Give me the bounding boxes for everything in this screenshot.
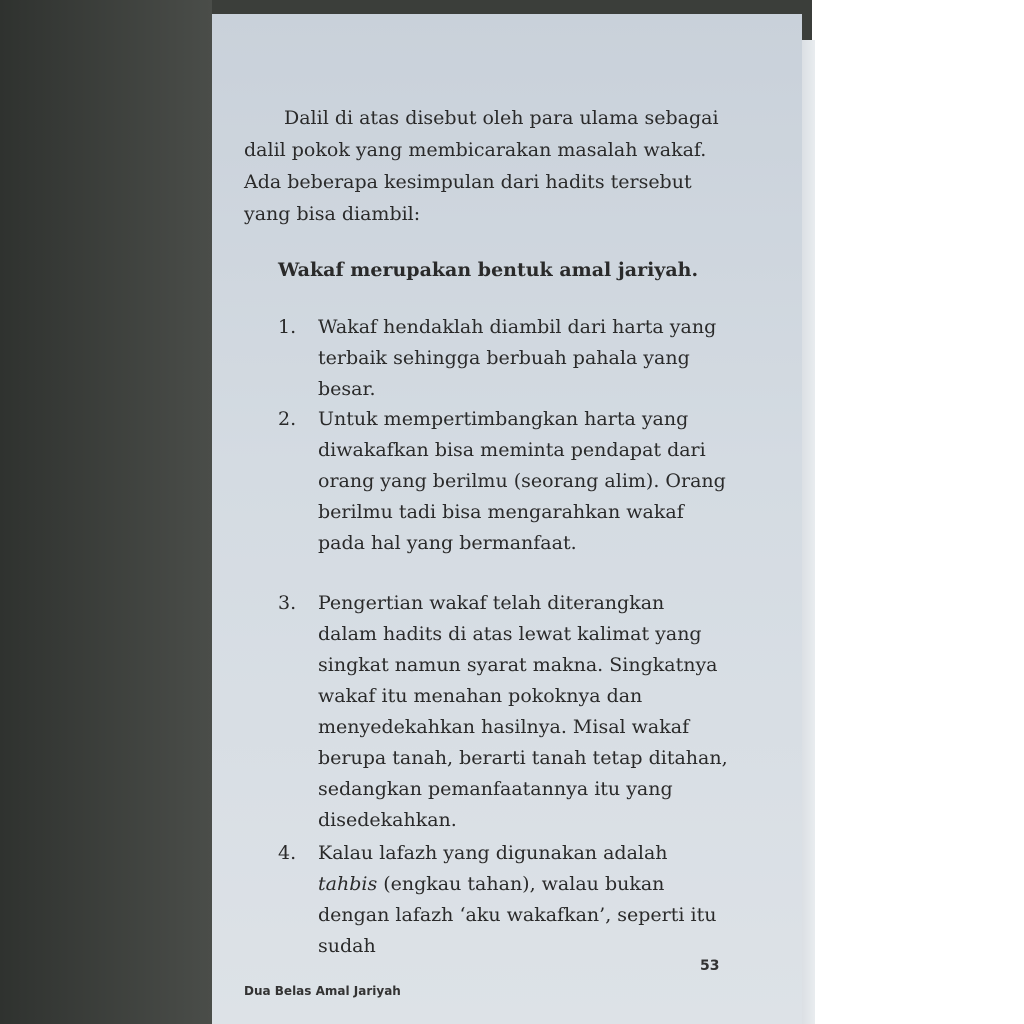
list-text-part: Kalau lafazh yang digunakan adalah <box>318 842 668 864</box>
list-text: Pengertian wakaf telah diterangkan dalam hadits di atas lewat kalimat yang singkat namun syarat makna. Singkatnya wakaf itu menahan pokoknya dan menyedekahkan hasilnya. Misal wakaf berupa tanah, berarti tanah tetap ditahan, sedangkan pemanfaatannya itu yang disedekahkan. <box>318 592 728 831</box>
intro-text: Dalil di atas disebut oleh para ulama sebagai dalil pokok yang membicarakan masalah wakaf. Ada beberapa kesimpulan dari hadits tersebut yang bisa diambil: <box>244 107 719 225</box>
page-number: 53 <box>700 958 720 974</box>
background-left <box>0 0 212 1024</box>
section-heading: Wakaf merupakan bentuk amal jariyah. <box>278 259 699 281</box>
list-text <box>318 838 728 962</box>
footer-book-title: Dua Belas Amal Jariyah <box>244 984 401 998</box>
italic-term: tahbis <box>318 873 378 895</box>
book-page <box>212 14 802 1024</box>
list-number: 4. <box>278 842 297 864</box>
list-text: Untuk mempertimbangkan harta yang diwakafkan bisa meminta pendapat dari orang yang berilmu (seorang alim). Orang berilmu tadi bisa mengarahkan wakaf pada hal yang bermanfaat. <box>318 408 726 554</box>
list-text: Wakaf hendaklah diambil dari harta yang terbaik sehingga berbuah pahala yang besar. <box>318 316 717 400</box>
list-number: 3. <box>278 592 297 614</box>
list-text-part: (engkau tahan), walau bukan dengan lafazh ‘aku wakafkan’, seperti itu sudah <box>318 873 717 957</box>
list-number: 2. <box>278 408 297 430</box>
intro-paragraph <box>244 102 744 230</box>
background-right <box>812 0 1024 1024</box>
list-number: 1. <box>278 316 297 338</box>
